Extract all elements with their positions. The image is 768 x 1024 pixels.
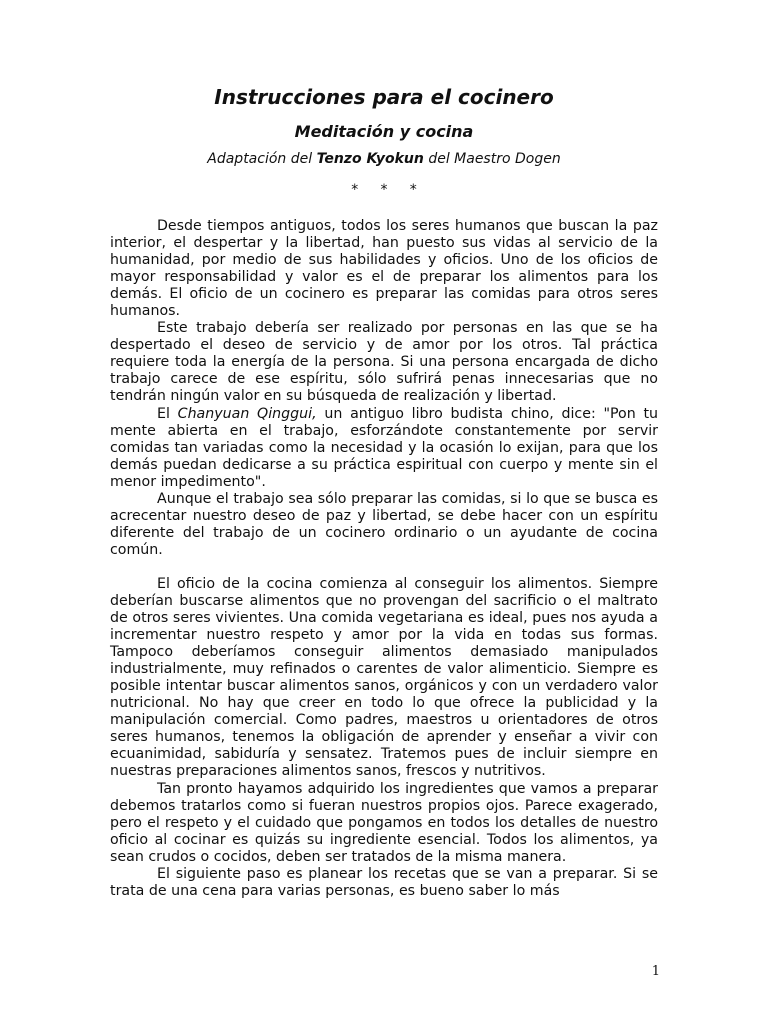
adaptation-prefix: Adaptación del bbox=[207, 151, 317, 167]
book-title: Chanyuan Qinggui, bbox=[177, 405, 317, 422]
body-text bbox=[110, 218, 658, 900]
paragraph-3-prefix: El bbox=[157, 405, 178, 422]
work-title: Tenzo Kyokun bbox=[316, 151, 424, 167]
paragraph-7: El siguiente paso es planear los recetas que se van a preparar. Si se trata de una cena para varias personas, es bueno saber lo más bbox=[110, 865, 658, 899]
section-separator: * * * bbox=[351, 182, 417, 198]
adaptation-suffix: del Maestro Dogen bbox=[423, 151, 561, 167]
paragraph-3 bbox=[110, 406, 658, 491]
paragraph-3-rest: un antiguo libro budista chino, dice: "Pon tu mente abierta en el trabajo, esforzándote constantemente por servir comidas tan variadas como la necesidad y la ocasión lo exijan, para que los demás puedan dedicarse a su práctica espiritual con cuerpo y mente sin el menor impedimento". bbox=[110, 405, 658, 490]
adaptation-line bbox=[0, 149, 768, 169]
document-subtitle: Meditación y cocina bbox=[294, 122, 474, 141]
paragraph-6: Tan pronto hayamos adquirido los ingredientes que vamos a preparar debemos tratarlos como si fueran nuestros propios ojos. Parece exagerado, pero el respeto y el cuidado que pongamos en todos los detalles de nuestro oficio al cocinar es quizás su ingrediente esencial. Todos los alimentos, ya sean crudos o cocidos, deben ser tratados de la misma manera. bbox=[110, 780, 658, 865]
paragraph-1: Desde tiempos antiguos, todos los seres humanos que buscan la paz interior, el despertar y la libertad, han puesto sus vidas al servicio de la humanidad, por medio de sus habilidades y oficios. Uno de los oficios de mayor responsabilidad y valor es el de preparar los alimentos para los demás. El oficio de un cocinero es preparar las comidas para otros seres humanos. bbox=[110, 218, 658, 320]
paragraph-4: Aunque el trabajo sea sólo preparar las comidas, si lo que se busca es acrecentar nuestro deseo de paz y libertad, se debe hacer con un espíritu diferente del trabajo de un cocinero ordinario o un ayudante de cocina común. bbox=[110, 490, 658, 558]
document-title: Instrucciones para el cocinero bbox=[214, 85, 554, 109]
paragraph-5: El oficio de la cocina comienza al conseguir los alimentos. Siempre deberían buscarse alimentos que no provengan del sacrificio o el maltrato de otros seres vivientes. Una comida vegetariana es ideal, pues nos ayuda a incrementar nuestro respeto y amor por la vida en todas sus formas. Tampoco deberíamos conseguir alimentos demasiado manipulados industrialmente, muy refinados o carentes de valor alimenticio. Siempre es posible intentar buscar alimentos sanos, orgánicos y con un verdadero valor nutricional. No hay que creer en todo lo que ofrece la publicidad y la manipulación comercial. Como padres, maestros u orientadores de otros seres humanos, tenemos la obligación de aprender y enseñar a vivir con ecuanimidad, sabiduría y sensatez. Tratemos pues de incluir siempre en nuestras preparaciones alimentos sanos, frescos y nutritivos. bbox=[110, 575, 658, 780]
page-number: 1 bbox=[651, 964, 660, 979]
paragraph-2: Este trabajo debería ser realizado por personas en las que se ha despertado el deseo de servicio y de amor por los otros. Tal práctica requiere toda la energía de la persona. Si una persona encargada de dicho trabajo carece de ese espíritu, sólo sufrirá penas innecesarias que no tendrán ningún valor en su búsqueda de realización y libertad. bbox=[110, 320, 658, 405]
